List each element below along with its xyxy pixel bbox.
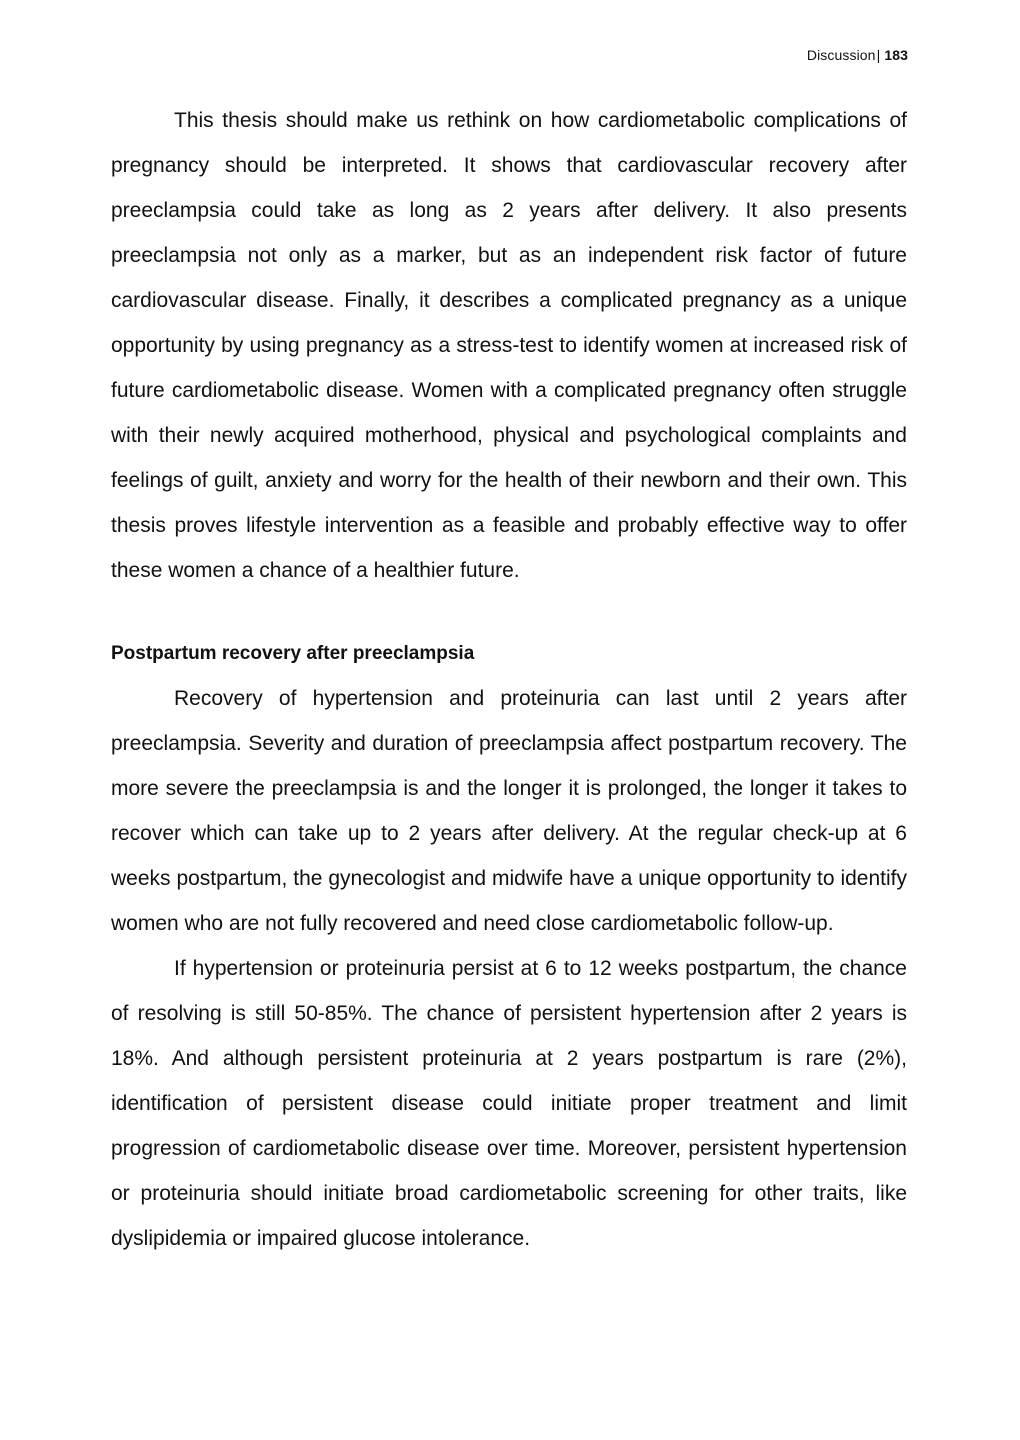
running-header-separator: | xyxy=(876,47,881,63)
section-paragraph: If hypertension or proteinuria persist at 6 to 12 weeks postpartum, the chance of resolving is still 50-85%. The chance of persistent hypertension after 2 years is 18%. And although persistent proteinuria at 2 years postpartum is rare (2%), identification of persistent disease could initiate proper treatment and limit progression of cardiometabolic disease over time. Moreover, persistent hypertension or proteinuria should initiate broad cardiometabolic screening for other traits, like dyslipidemia or impaired glucose intolerance. xyxy=(111,957,907,1250)
section-heading: Postpartum recovery after preeclampsia xyxy=(111,643,475,664)
running-header-section: Discussion xyxy=(806,47,876,63)
section-paragraph: Recovery of hypertension and proteinuria can last until 2 years after preeclampsia. Severity and duration of preeclampsia affect postpartum recovery. The more severe the preeclampsia is and the longer it is prolonged, the longer it takes to recover which can take up to 2 years after delivery. At the regular check-up at 6 weeks postpartum, the gynecologist and midwife have a unique opportunity to identify women who are not fully recovered and need close cardiometabolic follow-up. xyxy=(111,687,907,935)
running-header xyxy=(807,45,908,65)
page-body xyxy=(111,98,907,1261)
page-number: 183 xyxy=(884,47,908,63)
intro-paragraph: This thesis should make us rethink on how cardiometabolic complications of pregnancy should be interpreted. It shows that cardiovascular recovery after preeclampsia could take as long as 2 years after delivery. It also presents preeclampsia not only as a marker, but as an independent risk factor of future cardiovascular disease. Finally, it describes a complicated pregnancy as a unique opportunity by using pregnancy as a stress-test to identify women at increased risk of future cardiometabolic disease. Women with a complicated pregnancy often struggle with their newly acquired motherhood, physical and psychological complaints and feelings of guilt, anxiety and worry for the health of their newborn and their own. This thesis proves lifestyle intervention as a feasible and probably effective way to offer these women a chance of a healthier future. xyxy=(111,109,907,582)
